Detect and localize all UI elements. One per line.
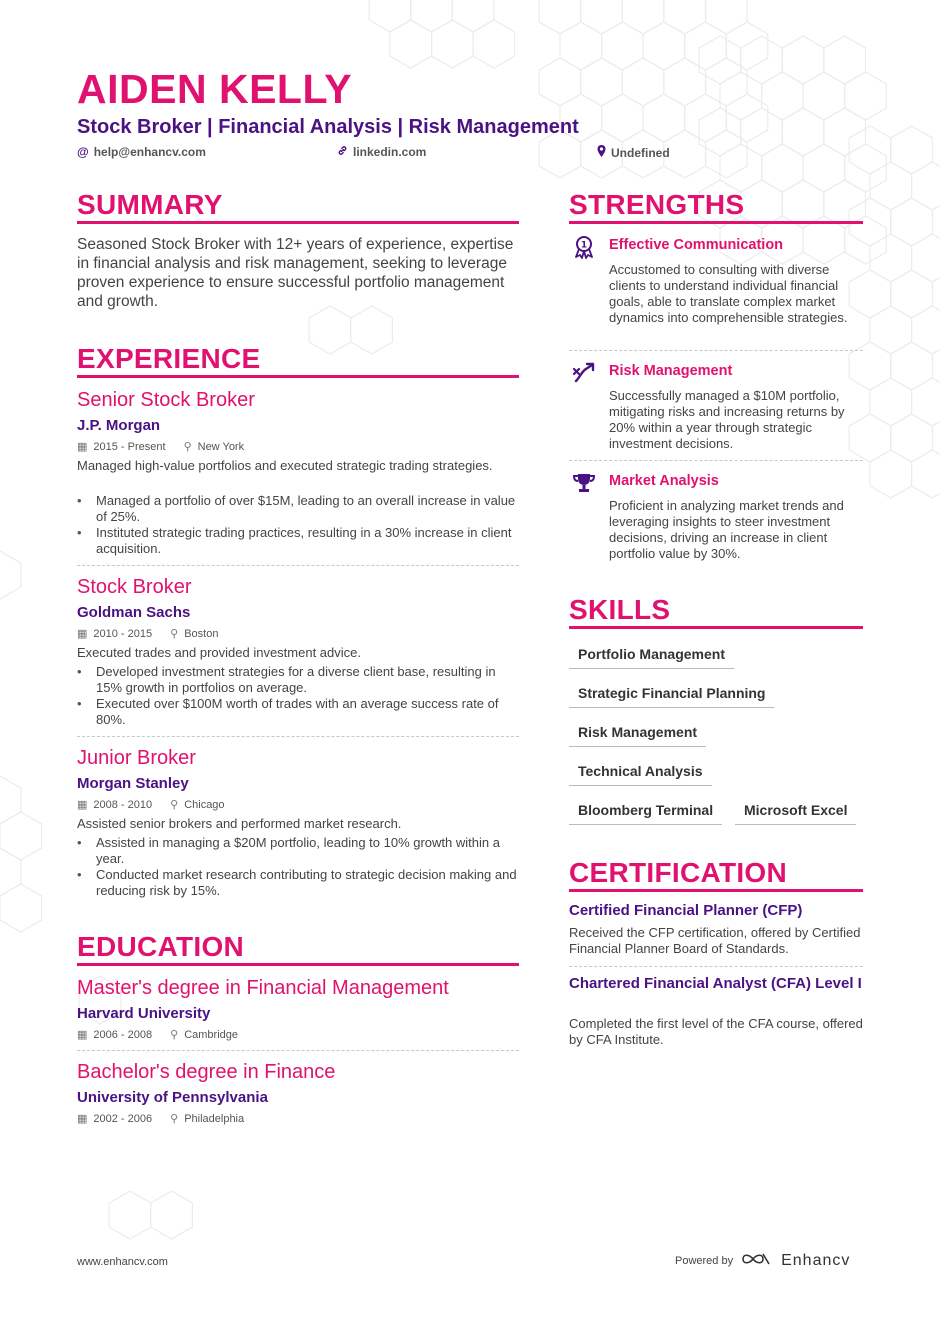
- candidate-tagline: Stock Broker | Financial Analysis | Risk Management: [77, 116, 579, 138]
- summary-divider: [77, 221, 519, 224]
- certification-heading: CERTIFICATION: [569, 857, 788, 888]
- job-bullet: • Managed a portfolio of over $15M, leading to an overall increase in value of 25%.: [77, 493, 519, 525]
- education-location: Philadelphia: [184, 1112, 245, 1125]
- strength-separator: [569, 350, 863, 351]
- job-bullet: • Developed investment strategies for a diverse client base, resulting in 15% growth in portfolios on average.: [77, 664, 519, 696]
- company-name: J.P. Morgan: [77, 417, 161, 434]
- job-location: New York: [197, 440, 245, 453]
- education-meta: [77, 1028, 238, 1041]
- footer-branding[interactable]: [675, 1251, 850, 1270]
- footer-website[interactable]: www.enhancv.com: [77, 1256, 168, 1268]
- brand-name: Enhancv: [781, 1251, 851, 1269]
- company-name: Morgan Stanley: [77, 775, 189, 792]
- skill-tag: Strategic Financial Planning: [569, 685, 774, 708]
- job-location: Boston: [184, 627, 219, 640]
- strength-title: Risk Management: [609, 363, 733, 379]
- map-pin-icon: ⚲: [170, 1029, 179, 1041]
- svg-text:1: 1: [580, 240, 588, 251]
- certification-description: Completed the first level of the CFA course, offered by CFA Institute.: [569, 1016, 863, 1047]
- map-pin-icon: ⚲: [183, 441, 192, 453]
- map-pin-icon: ⚲: [170, 1113, 179, 1125]
- education-separator: [77, 1050, 519, 1051]
- education-heading: EDUCATION: [77, 931, 245, 962]
- strength-description: Proficient in analyzing market trends and leveraging insights to steer investment decisions, driving an increase in client portfolio value by 30%.: [609, 498, 844, 561]
- calendar-icon: ▦: [77, 799, 88, 811]
- job-bullet: • Instituted strategic trading practices, resulting in a 30% increase in client acquisition.: [77, 525, 519, 557]
- job-title: Senior Stock Broker: [77, 389, 255, 411]
- skill-tag: Microsoft Excel: [735, 802, 856, 825]
- certification-title: Chartered Financial Analyst (CFA) Level I: [569, 975, 862, 992]
- contact-location: [597, 145, 670, 160]
- job-bullet: • Executed over $100M worth of trades with an average success rate of 80%.: [77, 696, 519, 728]
- strengths-heading: STRENGTHS: [569, 189, 745, 220]
- candidate-name: AIDEN KELLY: [77, 66, 353, 112]
- job-dates: 2015 - Present: [93, 440, 166, 453]
- calendar-icon: ▦: [77, 441, 88, 453]
- strength-description: Accustomed to consulting with diverse clients to understand individual financial goals, able to translate complex market dynamics into comprehensible strategies.: [609, 262, 848, 325]
- award-ribbon-icon: [572, 235, 596, 259]
- calendar-icon: ▦: [77, 1113, 88, 1125]
- school-name: Harvard University: [77, 1005, 211, 1022]
- location-text: Undefined: [611, 145, 670, 160]
- calendar-icon: ▦: [77, 1029, 88, 1041]
- route-arrow-icon: [572, 361, 596, 385]
- summary-text: Seasoned Stock Broker with 12+ years of experience, expertise in financial analysis and risk management, seeking to leverage proven experience to ensure successful portfolio management and growth.: [77, 236, 514, 310]
- email-text: help@enhancv.com: [93, 145, 206, 159]
- linkedin-text: linkedin.com: [353, 145, 427, 159]
- skills-heading: SKILLS: [569, 594, 671, 625]
- enhancv-logo-icon: [741, 1251, 773, 1270]
- job-separator: [77, 736, 519, 737]
- degree-title: Bachelor's degree in Finance: [77, 1061, 336, 1083]
- job-description: Managed high-value portfolios and executed strategic trading strategies.: [77, 458, 493, 473]
- job-bullets: [77, 493, 519, 557]
- summary-heading: SUMMARY: [77, 189, 223, 220]
- skill-tag: Technical Analysis: [569, 763, 712, 786]
- strengths-divider: [569, 221, 863, 224]
- company-name: Goldman Sachs: [77, 604, 191, 621]
- education-location: Cambridge: [184, 1028, 238, 1041]
- certification-description: Received the CFP certification, offered by Certified Financial Planner Board of Standards.: [569, 925, 861, 956]
- job-separator: [77, 565, 519, 566]
- job-meta: [77, 798, 225, 811]
- map-pin-icon: ⚲: [170, 628, 179, 640]
- trophy-icon: [572, 471, 596, 495]
- link-icon: [337, 145, 348, 159]
- certification-title: Certified Financial Planner (CFP): [569, 902, 803, 919]
- job-dates: 2008 - 2010: [93, 798, 153, 811]
- education-meta: [77, 1112, 244, 1125]
- contact-linkedin[interactable]: [337, 145, 426, 159]
- at-icon: @: [77, 145, 89, 159]
- degree-title: Master's degree in Financial Management: [77, 977, 449, 999]
- job-bullets: [77, 664, 519, 728]
- certification-separator: [569, 966, 863, 967]
- job-meta: [77, 627, 218, 640]
- skill-tag: Risk Management: [569, 724, 706, 747]
- job-meta: [77, 440, 244, 453]
- job-location: Chicago: [184, 798, 225, 811]
- job-title: Junior Broker: [77, 747, 196, 769]
- experience-divider: [77, 375, 519, 378]
- contact-email[interactable]: [77, 145, 206, 159]
- education-dates: 2002 - 2006: [93, 1112, 153, 1125]
- strength-title: Effective Communication: [609, 237, 784, 253]
- skill-tag: Bloomberg Terminal: [569, 802, 722, 825]
- skills-divider: [569, 626, 863, 629]
- education-dates: 2006 - 2008: [93, 1028, 153, 1041]
- job-description: Executed trades and provided investment advice.: [77, 645, 362, 660]
- powered-by-label: Powered by: [675, 1254, 734, 1267]
- strength-description: Successfully managed a $10M portfolio, mitigating risks and increasing returns by 20% within a year through strategic investment decisions.: [609, 388, 845, 451]
- map-pin-icon: ⚲: [170, 799, 179, 811]
- school-name: University of Pennsylvania: [77, 1089, 268, 1106]
- job-bullet: • Assisted in managing a $20M portfolio, leading to 10% growth within a year.: [77, 835, 519, 867]
- skill-tag: Portfolio Management: [569, 646, 734, 669]
- calendar-icon: ▦: [77, 628, 88, 640]
- strength-title: Market Analysis: [609, 473, 719, 489]
- job-dates: 2010 - 2015: [93, 627, 153, 640]
- map-pin-icon: [597, 145, 606, 160]
- job-description: Assisted senior brokers and performed market research.: [77, 816, 402, 831]
- certification-divider: [569, 889, 863, 892]
- job-title: Stock Broker: [77, 576, 192, 598]
- education-divider: [77, 963, 519, 966]
- job-bullets: [77, 835, 519, 899]
- experience-heading: EXPERIENCE: [77, 343, 261, 374]
- strength-separator: [569, 460, 863, 461]
- job-bullet: • Conducted market research contributing to strategic decision making and reducing risk by 15%.: [77, 867, 519, 899]
